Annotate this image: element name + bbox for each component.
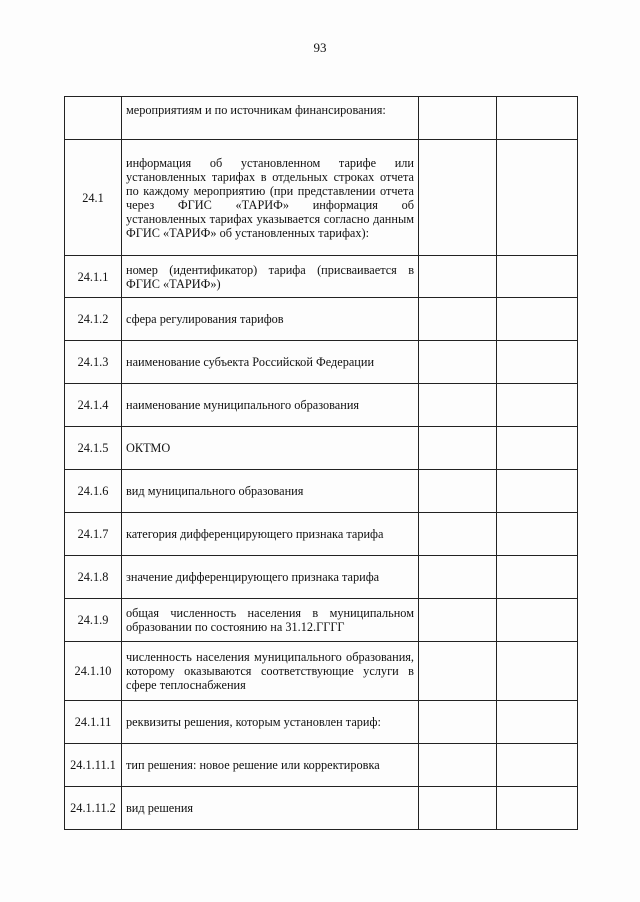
table-row xyxy=(65,701,578,744)
row-number: 24.1.8 xyxy=(65,556,122,599)
row-text: вид муниципального образования xyxy=(122,470,419,513)
table-row xyxy=(65,556,578,599)
row-text: реквизиты решения, которым установлен тариф: xyxy=(122,701,419,744)
row-number: 24.1.1 xyxy=(65,256,122,298)
value-cell xyxy=(497,341,578,384)
row-text: ОКТМО xyxy=(122,427,419,470)
value-cell xyxy=(419,513,497,556)
row-number: 24.1.2 xyxy=(65,298,122,341)
value-cell xyxy=(419,744,497,787)
value-cell xyxy=(497,97,578,140)
row-number: 24.1.5 xyxy=(65,427,122,470)
row-number xyxy=(65,97,122,140)
value-cell xyxy=(419,341,497,384)
value-cell xyxy=(419,787,497,830)
value-cell xyxy=(497,787,578,830)
value-cell xyxy=(419,298,497,341)
row-text: сфера регулирования тарифов xyxy=(122,298,419,341)
table-row xyxy=(65,256,578,298)
value-cell xyxy=(419,256,497,298)
table-row xyxy=(65,599,578,642)
table-row xyxy=(65,140,578,256)
value-cell xyxy=(419,701,497,744)
row-text: общая численность населения в муниципальном образовании по состоянию на 31.12.ГГГГ xyxy=(122,599,419,642)
value-cell xyxy=(497,140,578,256)
value-cell xyxy=(419,427,497,470)
page-number: 93 xyxy=(313,40,327,55)
row-text: наименование субъекта Российской Федерации xyxy=(122,341,419,384)
value-cell xyxy=(419,642,497,701)
table-row xyxy=(65,341,578,384)
row-number: 24.1.11 xyxy=(65,701,122,744)
value-cell xyxy=(497,701,578,744)
table-row xyxy=(65,298,578,341)
row-text: вид решения xyxy=(122,787,419,830)
row-number: 24.1.11.2 xyxy=(65,787,122,830)
table-row xyxy=(65,642,578,701)
value-cell xyxy=(497,470,578,513)
row-number: 24.1 xyxy=(65,140,122,256)
row-text: наименование муниципального образования xyxy=(122,384,419,427)
value-cell xyxy=(419,599,497,642)
table-row xyxy=(65,97,578,140)
row-number: 24.1.9 xyxy=(65,599,122,642)
value-cell xyxy=(497,513,578,556)
row-text: информация об установленном тарифе или установленных тарифах в отдельных строках отчета по каждому мероприятию (при представлении отчета через ФГИС «ТАРИФ» информация об установленных тарифах указывается согласно данным ФГИС «ТАРИФ» об установленных тарифах): xyxy=(122,140,419,256)
value-cell xyxy=(419,556,497,599)
row-text: номер (идентификатор) тарифа (присваивается в ФГИС «ТАРИФ») xyxy=(122,256,419,298)
table-row xyxy=(65,384,578,427)
value-cell xyxy=(419,470,497,513)
row-number: 24.1.4 xyxy=(65,384,122,427)
value-cell xyxy=(419,140,497,256)
report-table xyxy=(64,96,578,830)
row-number: 24.1.11.1 xyxy=(65,744,122,787)
row-text: мероприятиям и по источникам финансирования: xyxy=(122,97,419,140)
row-text: значение дифференцирующего признака тарифа xyxy=(122,556,419,599)
value-cell xyxy=(497,298,578,341)
row-number: 24.1.10 xyxy=(65,642,122,701)
value-cell xyxy=(497,642,578,701)
table-row xyxy=(65,470,578,513)
value-cell xyxy=(497,256,578,298)
table-row xyxy=(65,787,578,830)
value-cell xyxy=(497,384,578,427)
row-text: категория дифференцирующего признака тарифа xyxy=(122,513,419,556)
table-row xyxy=(65,427,578,470)
table-row xyxy=(65,744,578,787)
value-cell xyxy=(497,599,578,642)
table-row xyxy=(65,513,578,556)
value-cell xyxy=(497,427,578,470)
value-cell xyxy=(419,97,497,140)
row-text: тип решения: новое решение или корректировка xyxy=(122,744,419,787)
row-number: 24.1.3 xyxy=(65,341,122,384)
value-cell xyxy=(497,744,578,787)
row-number: 24.1.6 xyxy=(65,470,122,513)
value-cell xyxy=(497,556,578,599)
value-cell xyxy=(419,384,497,427)
row-number: 24.1.7 xyxy=(65,513,122,556)
row-text: численность населения муниципального образования, которому оказываются соответствующие услуги в сфере теплоснабжения xyxy=(122,642,419,701)
